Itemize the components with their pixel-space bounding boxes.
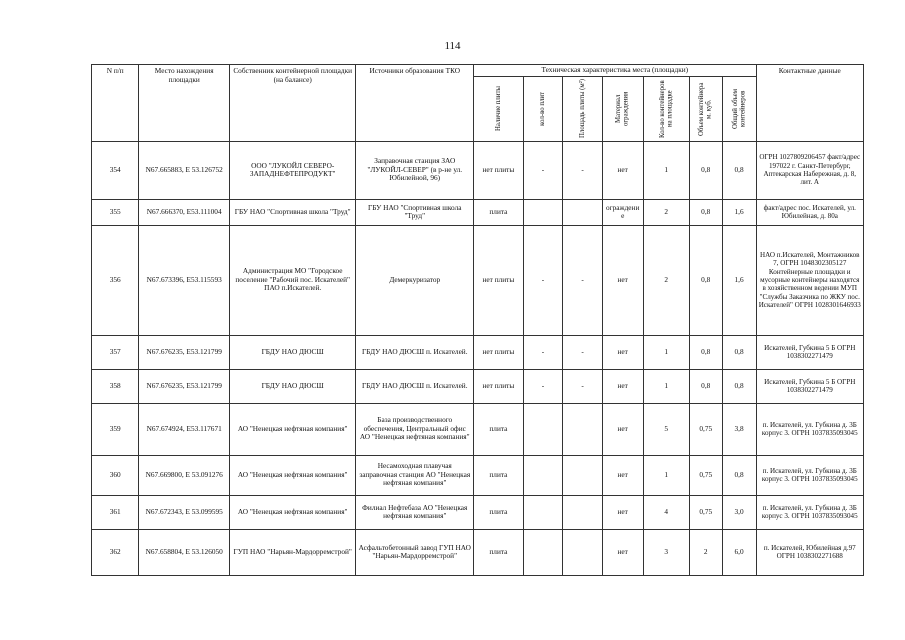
cell-plate: нет плиты xyxy=(474,141,524,199)
cell-plate-count: - xyxy=(523,335,563,369)
cell-contact: п. Искателей, ул. Губкина д. 3Б корпус 3. ОГРН 1037835093045 xyxy=(756,403,863,455)
header-sources: Источники образования ТКО xyxy=(356,65,474,142)
cell-plate-area: - xyxy=(563,369,603,403)
registry-table xyxy=(91,64,864,576)
cell-containers: 5 xyxy=(643,403,689,455)
cell-containers: 1 xyxy=(643,455,689,495)
cell-total: 6,0 xyxy=(722,529,756,575)
cell-plate-area xyxy=(563,495,603,529)
cell-owner: ГБУ НАО "Спортивная школа "Труд" xyxy=(229,199,356,225)
cell-contact: п. Искателей, Юбилейная д.97 ОГРН 1038302271688 xyxy=(756,529,863,575)
cell-fence: нет xyxy=(602,455,643,495)
cell-plate-area xyxy=(563,199,603,225)
page-number: 114 xyxy=(444,40,461,52)
cell-plate-count xyxy=(523,199,563,225)
table-row xyxy=(92,529,864,575)
cell-plate: нет плиты xyxy=(474,225,524,335)
cell-total: 0,8 xyxy=(722,141,756,199)
cell-fence: нет xyxy=(602,369,643,403)
cell-source: База производственного обеспечения, Центральный офис АО "Ненецкая нефтяная компания" xyxy=(356,403,474,455)
header-containers: Кол-во контейнеров на площадке xyxy=(643,76,689,141)
cell-total: 0,8 xyxy=(722,335,756,369)
cell-fence: нет xyxy=(602,403,643,455)
cell-num: 356 xyxy=(92,225,139,335)
cell-plate: плита xyxy=(474,199,524,225)
cell-owner: АО "Ненецкая нефтяная компания" xyxy=(229,403,356,455)
cell-total: 3,8 xyxy=(722,403,756,455)
cell-total: 0,8 xyxy=(722,455,756,495)
cell-contact: Искателей, Губкина 5 Б ОГРН 1038302271479 xyxy=(756,369,863,403)
cell-volume: 0,8 xyxy=(689,369,722,403)
header-plate: Наличие плиты xyxy=(474,76,524,141)
cell-source: ГБДУ НАО ДЮСШ п. Искателей. xyxy=(356,369,474,403)
cell-plate: плита xyxy=(474,455,524,495)
cell-fence: нет xyxy=(602,141,643,199)
cell-num: 358 xyxy=(92,369,139,403)
cell-owner: АО "Ненецкая нефтяная компания" xyxy=(229,455,356,495)
table-row xyxy=(92,495,864,529)
cell-source: Демеркуризатор xyxy=(356,225,474,335)
cell-total: 3,0 xyxy=(722,495,756,529)
cell-plate-area xyxy=(563,455,603,495)
cell-plate-count: - xyxy=(523,141,563,199)
cell-volume: 0,75 xyxy=(689,455,722,495)
cell-containers: 1 xyxy=(643,369,689,403)
cell-location: N67.674924, E53.117671 xyxy=(139,403,229,455)
cell-contact: п. Искателей, ул. Губкина д. 3Б корпус 3. ОГРН 1037835093045 xyxy=(756,495,863,529)
cell-plate-count xyxy=(523,529,563,575)
cell-num: 361 xyxy=(92,495,139,529)
cell-source: Несамоходная плавучая заправочная станция АО "Ненецкая нефтяная компания" xyxy=(356,455,474,495)
header-volume: Объем контейнера м. куб. xyxy=(689,76,722,141)
cell-plate-area: - xyxy=(563,141,603,199)
cell-fence: ограждение xyxy=(602,199,643,225)
cell-plate-count xyxy=(523,495,563,529)
cell-source: Асфальтобетонный завод ГУП НАО "Нарьян-Мардорремстрой" xyxy=(356,529,474,575)
cell-plate: плита xyxy=(474,529,524,575)
table-row xyxy=(92,403,864,455)
header-owner: Собственник контейнерной площадки (на балансе) xyxy=(229,65,356,142)
cell-fence: нет xyxy=(602,495,643,529)
cell-source: Заправочная станция ЗАО "ЛУКОЙЛ-СЕВЕР" (в р-не ул. Юбилейной, 96) xyxy=(356,141,474,199)
cell-containers: 1 xyxy=(643,141,689,199)
header-num: N п/п xyxy=(92,65,139,142)
cell-plate: нет плиты xyxy=(474,335,524,369)
cell-containers: 1 xyxy=(643,335,689,369)
cell-num: 360 xyxy=(92,455,139,495)
header-location: Место нахождения площадки xyxy=(139,65,229,142)
cell-volume: 2 xyxy=(689,529,722,575)
cell-plate-area xyxy=(563,403,603,455)
cell-plate: плита xyxy=(474,403,524,455)
cell-containers: 4 xyxy=(643,495,689,529)
cell-volume: 0,75 xyxy=(689,403,722,455)
cell-owner: ГБДУ НАО ДЮСШ xyxy=(229,335,356,369)
cell-num: 355 xyxy=(92,199,139,225)
cell-location: N67.669800, E 53.091276 xyxy=(139,455,229,495)
cell-total: 1,6 xyxy=(722,225,756,335)
cell-fence: нет xyxy=(602,529,643,575)
cell-source: ГБДУ НАО ДЮСШ п. Искателей. xyxy=(356,335,474,369)
cell-contact: факт/адрес пос. Искателей, ул. Юбилейная, д. 80а xyxy=(756,199,863,225)
cell-containers: 2 xyxy=(643,199,689,225)
cell-volume: 0,8 xyxy=(689,225,722,335)
cell-total: 0,8 xyxy=(722,369,756,403)
cell-location: N67.658804, E 53.126050 xyxy=(139,529,229,575)
cell-plate-count: - xyxy=(523,225,563,335)
cell-location: N67.666370, E53.111004 xyxy=(139,199,229,225)
table-row xyxy=(92,141,864,199)
cell-location: N67.676235, E53.121799 xyxy=(139,369,229,403)
header-plate-area: Площадь плиты (м²) xyxy=(563,76,603,141)
header-plate-count: кол-во плит xyxy=(523,76,563,141)
table-row xyxy=(92,369,864,403)
cell-fence: нет xyxy=(602,225,643,335)
cell-source: Филиал Нефтебаза АО "Ненецкая нефтяная компания" xyxy=(356,495,474,529)
cell-owner: Администрация МО "Городское поселение "Рабочий пос. Искателей" ПАО п.Искателей. xyxy=(229,225,356,335)
cell-num: 359 xyxy=(92,403,139,455)
cell-location: N67.665883, E 53.126752 xyxy=(139,141,229,199)
cell-owner: АО "Ненецкая нефтяная компания" xyxy=(229,495,356,529)
cell-location: N67.672343, E 53.099595 xyxy=(139,495,229,529)
cell-source: ГБУ НАО "Спортивная школа "Труд" xyxy=(356,199,474,225)
cell-plate-area xyxy=(563,529,603,575)
cell-contact: Искателей, Губкина 5 Б ОГРН 1038302271479 xyxy=(756,335,863,369)
cell-plate: нет плиты xyxy=(474,369,524,403)
cell-location: N67.676235, E53.121799 xyxy=(139,335,229,369)
cell-location: N67.673396, E53.115593 xyxy=(139,225,229,335)
header-tech: Техническая характеристика места (площадки) xyxy=(474,65,757,77)
cell-containers: 2 xyxy=(643,225,689,335)
cell-num: 362 xyxy=(92,529,139,575)
cell-plate-area: - xyxy=(563,335,603,369)
cell-contact: п. Искателей, ул. Губкина д. 3Б корпус 3. ОГРН 1037835093045 xyxy=(756,455,863,495)
table-row xyxy=(92,225,864,335)
cell-volume: 0,8 xyxy=(689,199,722,225)
cell-plate-area: - xyxy=(563,225,603,335)
cell-owner: ГУП НАО "Нарьян-Мардорремстрой" xyxy=(229,529,356,575)
cell-num: 354 xyxy=(92,141,139,199)
cell-contact: НАО п.Искателей, Монтажников 7, ОГРН 1048302305127 Контейнерные площадки и мусорные контейнеры находятся в хозяйственном ведении МУП "Службы Заказчика по ЖКУ пос. Искателей" ОГРН 1028301646933 xyxy=(756,225,863,335)
cell-contact: ОГРН 1027809206457 факт/адрес 197022 г. Санкт-Петербург, Аптекарская Набережная, д. 8, лит. А xyxy=(756,141,863,199)
cell-owner: ООО "ЛУКОЙЛ СЕВЕРО-ЗАПАДНЕФТЕПРОДУКТ" xyxy=(229,141,356,199)
table-row xyxy=(92,335,864,369)
cell-volume: 0,8 xyxy=(689,141,722,199)
cell-volume: 0,8 xyxy=(689,335,722,369)
cell-containers: 3 xyxy=(643,529,689,575)
cell-plate-count xyxy=(523,455,563,495)
cell-num: 357 xyxy=(92,335,139,369)
cell-total: 1,6 xyxy=(722,199,756,225)
cell-plate: плита xyxy=(474,495,524,529)
cell-plate-count: - xyxy=(523,369,563,403)
table-row xyxy=(92,455,864,495)
header-contacts: Контактные данные xyxy=(756,65,863,142)
header-total: Общий объем контейнеров xyxy=(722,76,756,141)
cell-plate-count xyxy=(523,403,563,455)
table-row xyxy=(92,199,864,225)
cell-fence: нет xyxy=(602,335,643,369)
cell-volume: 0,75 xyxy=(689,495,722,529)
cell-owner: ГБДУ НАО ДЮСШ xyxy=(229,369,356,403)
header-fence: Материал ограждения xyxy=(602,76,643,141)
